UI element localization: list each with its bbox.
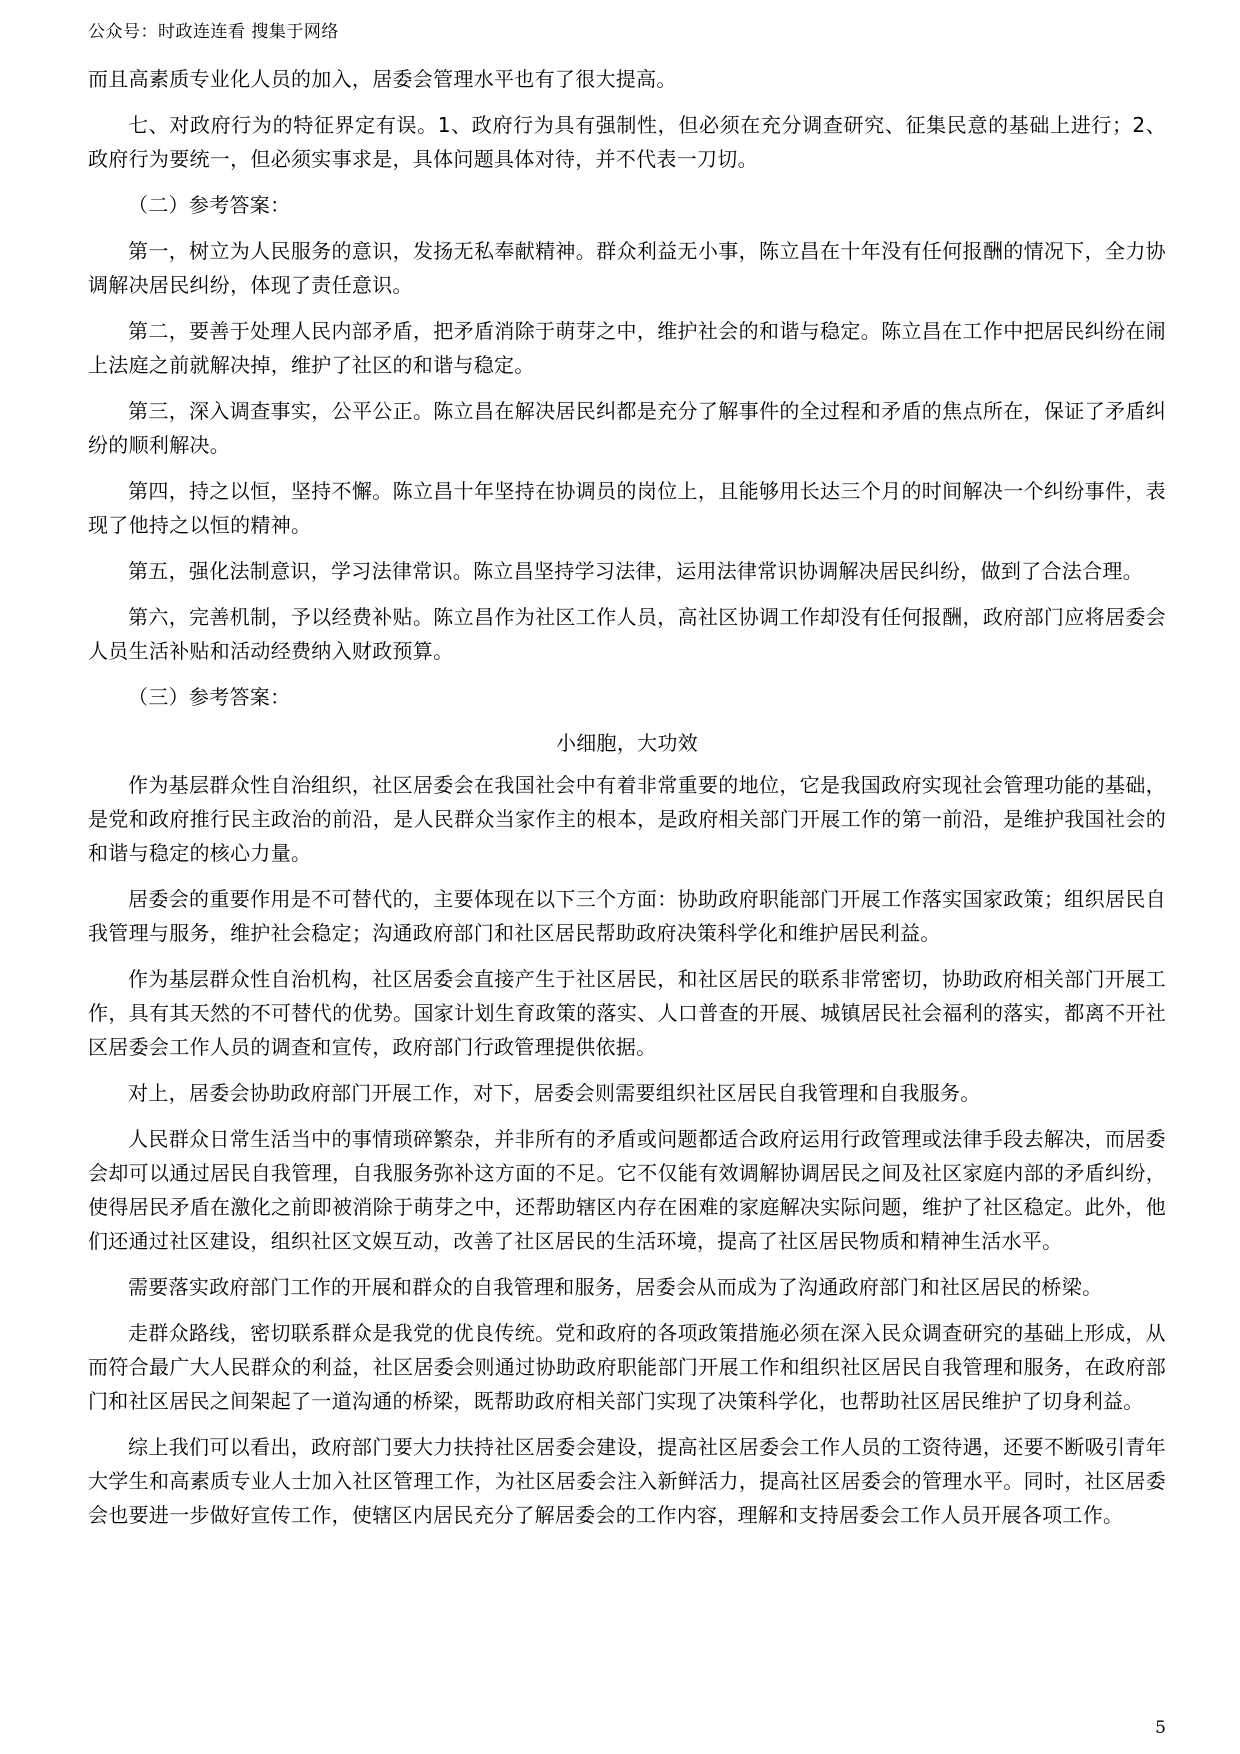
document-body [88,62,1166,1544]
section-heading-three: （三）参考答案： [128,685,291,709]
paragraph-fourth: 第四，持之以恒，坚持不懈。陈立昌十年坚持在协调员的岗位上，且能够用长达三个月的时间解决一个纠纷事件，表现了他持之以恒的精神。 [88,479,1166,537]
essay-paragraph: 走群众路线，密切联系群众是我党的优良传统。党和政府的各项政策措施必须在深入民众调查研究的基础上形成，从而符合最广大人民群众的利益，社区居委会则通过协助政府职能部门开展工作和组织社区居民自我管理和服务，在政府部门和社区居民之间架起了一道沟通的桥梁，既帮助政府相关部门实现了决策科学化，也帮助社区居民维护了切身利益。 [88,1321,1166,1413]
essay-paragraph: 居委会的重要作用是不可替代的，主要体现在以下三个方面：协助政府职能部门开展工作落实国家政策；组织居民自我管理与服务，维护社会稳定；沟通政府部门和社区居民帮助政府决策科学化和维护居民利益。 [88,887,1166,945]
essay-paragraph: 综上我们可以看出，政府部门要大力扶持社区居委会建设，提高社区居委会工作人员的工资待遇，还要不断吸引青年大学生和高素质专业人士加入社区管理工作，为社区居委会注入新鲜活力，提高社区居委会的管理水平。同时，社区居委会也要进一步做好宣传工作，使辖区内居民充分了解居委会的工作内容，理解和支持居委会工作人员开展各项工作。 [88,1435,1166,1527]
paragraph-second: 第二，要善于处理人民内部矛盾，把矛盾消除于萌芽之中，维护社会的和谐与稳定。陈立昌在工作中把居民纠纷在闹上法庭之前就解决掉，维护了社区的和谐与稳定。 [88,319,1166,377]
page-header: 公众号：时政连连看 搜集于网络 [88,22,339,42]
essay-paragraph: 对上，居委会协助政府部门开展工作，对下，居委会则需要组织社区居民自我管理和自我服务。 [128,1081,981,1105]
paragraph-third: 第三，深入调查事实，公平公正。陈立昌在解决居民纠都是充分了解事件的全过程和矛盾的焦点所在，保证了矛盾纠纷的顺利解决。 [88,399,1166,457]
paragraph-point-seven: 七、对政府行为的特征界定有误。1、政府行为具有强制性，但必须在充分调查研究、征集民意的基础上进行；2、政府行为要统一，但必须实事求是，具体问题具体对待，并不代表一刀切。 [88,113,1166,171]
section-heading-two: （二）参考答案： [128,193,291,217]
paragraph-fifth: 第五，强化法制意识，学习法律常识。陈立昌坚持学习法律，运用法律常识协调解决居民纠纷，做到了合法合理。 [128,559,1143,583]
paragraph-first: 第一，树立为人民服务的意识，发扬无私奉献精神。群众利益无小事，陈立昌在十年没有任何报酬的情况下，全力协调解决居民纠纷，体现了责任意识。 [88,239,1166,297]
essay-paragraph: 作为基层群众性自治机构，社区居委会直接产生于社区居民，和社区居民的联系非常密切，协助政府相关部门开展工作，具有其天然的不可替代的优势。国家计划生育政策的落实、人口普查的开展、城镇居民社会福利的落实，都离不开社区居委会工作人员的调查和宣传，政府部门行政管理提供依据。 [88,967,1166,1059]
paragraph-continuation: 而且高素质专业化人员的加入，居委会管理水平也有了很大提高。 [88,67,677,91]
page-number: 5 [1155,1718,1166,1738]
paragraph-sixth: 第六，完善机制，予以经费补贴。陈立昌作为社区工作人员，高社区协调工作却没有任何报酬，政府部门应将居委会人员生活补贴和活动经费纳入财政预算。 [88,605,1166,663]
essay-paragraph: 人民群众日常生活当中的事情琐碎繁杂，并非所有的矛盾或问题都适合政府运用行政管理或法律手段去解决，而居委会却可以通过居民自我管理，自我服务弥补这方面的不足。它不仅能有效调解协调居民之间及社区家庭内部的矛盾纠纷，使得居民矛盾在激化之前即被消除于萌芽之中，还帮助辖区内存在困难的家庭解决实际问题，维护了社区稳定。此外，他们还通过社区建设，组织社区文娱互动，改善了社区居民的生活环境，提高了社区居民物质和精神生活水平。 [88,1127,1166,1253]
essay-paragraph: 需要落实政府部门工作的开展和群众的自我管理和服务，居委会从而成为了沟通政府部门和社区居民的桥梁。 [128,1275,1103,1299]
essay-paragraph: 作为基层群众性自治组织，社区居委会在我国社会中有着非常重要的地位，它是我国政府实现社会管理功能的基础，是党和政府推行民主政治的前沿，是人民群众当家作主的根本，是政府相关部门开展工作的第一前沿，是维护我国社会的和谐与稳定的核心力量。 [88,773,1166,865]
essay-title: 小细胞，大功效 [555,731,699,755]
